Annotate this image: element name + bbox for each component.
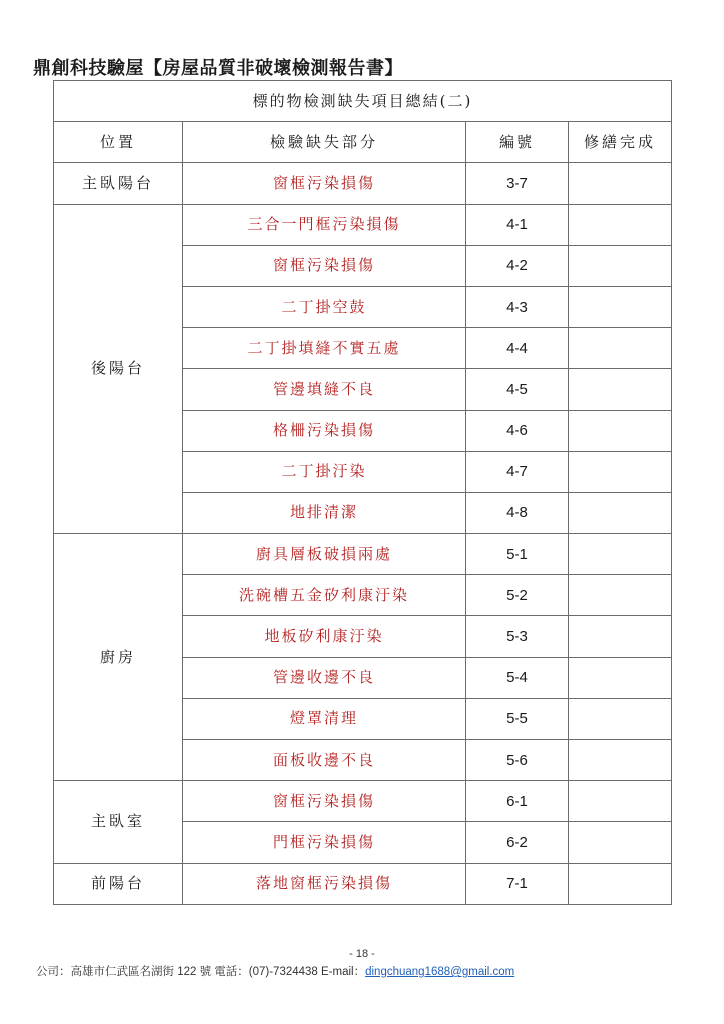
code-cell: 4-7 (466, 451, 569, 492)
code-cell: 4-4 (466, 328, 569, 369)
repair-done-cell[interactable] (569, 245, 672, 286)
repair-done-cell[interactable] (569, 616, 672, 657)
defect-cell: 二丁掛填縫不實五處 (183, 328, 466, 369)
code-cell: 4-6 (466, 410, 569, 451)
column-header-location: 位置 (54, 122, 183, 163)
page-number: - 18 - (349, 948, 375, 960)
defect-summary-table (53, 80, 672, 905)
code-cell: 5-5 (466, 698, 569, 739)
repair-done-cell[interactable] (569, 575, 672, 616)
code-cell: 5-4 (466, 657, 569, 698)
repair-done-cell[interactable] (569, 163, 672, 204)
table-row (54, 863, 672, 904)
defect-cell: 三合一門框污染損傷 (183, 204, 466, 245)
code-cell: 5-6 (466, 740, 569, 781)
code-cell: 6-2 (466, 822, 569, 863)
defect-cell: 地板矽利康汙染 (183, 616, 466, 657)
repair-done-cell[interactable] (569, 492, 672, 533)
code-cell: 4-8 (466, 492, 569, 533)
defect-cell: 窗框污染損傷 (183, 163, 466, 204)
location-cell: 主臥陽台 (54, 163, 183, 204)
defect-cell: 燈罩清理 (183, 698, 466, 739)
code-cell: 4-2 (466, 245, 569, 286)
repair-done-cell[interactable] (569, 863, 672, 904)
table-row (54, 204, 672, 245)
repair-done-cell[interactable] (569, 740, 672, 781)
email-link[interactable]: dingchuang1688@gmail.com (365, 966, 515, 978)
repair-done-cell[interactable] (569, 328, 672, 369)
repair-done-cell[interactable] (569, 657, 672, 698)
code-cell: 7-1 (466, 863, 569, 904)
repair-done-cell[interactable] (569, 451, 672, 492)
code-cell: 4-1 (466, 204, 569, 245)
column-header-defect: 檢驗缺失部分 (183, 122, 466, 163)
code-cell: 5-2 (466, 575, 569, 616)
code-cell: 5-1 (466, 534, 569, 575)
defect-cell: 窗框污染損傷 (183, 781, 466, 822)
repair-done-cell[interactable] (569, 534, 672, 575)
column-header-code: 編號 (466, 122, 569, 163)
table-row (54, 534, 672, 575)
repair-done-cell[interactable] (569, 369, 672, 410)
location-cell: 廚房 (54, 534, 183, 781)
defect-cell: 落地窗框污染損傷 (183, 863, 466, 904)
company-footer (36, 963, 514, 979)
defect-cell: 窗框污染損傷 (183, 245, 466, 286)
location-cell: 主臥室 (54, 781, 183, 863)
code-cell: 5-3 (466, 616, 569, 657)
defect-cell: 地排清潔 (183, 492, 466, 533)
defect-cell: 廚具層板破損兩處 (183, 534, 466, 575)
company-contact-text: 公司：高雄市仁武區名湖街 122 號 電話：(07)-7324438 E-mail： (36, 966, 366, 978)
code-cell: 4-5 (466, 369, 569, 410)
defect-cell: 門框污染損傷 (183, 822, 466, 863)
defect-cell: 洗碗槽五金矽利康汙染 (183, 575, 466, 616)
repair-done-cell[interactable] (569, 410, 672, 451)
table-row (54, 781, 672, 822)
defect-cell: 格柵污染損傷 (183, 410, 466, 451)
defect-cell: 二丁掛汙染 (183, 451, 466, 492)
code-cell: 4-3 (466, 286, 569, 327)
code-cell: 3-7 (466, 163, 569, 204)
defect-cell: 管邊收邊不良 (183, 657, 466, 698)
repair-done-cell[interactable] (569, 204, 672, 245)
location-cell: 後陽台 (54, 204, 183, 534)
repair-done-cell[interactable] (569, 822, 672, 863)
repair-done-cell[interactable] (569, 698, 672, 739)
defect-cell: 面板收邊不良 (183, 740, 466, 781)
table-title: 標的物檢測缺失項目總結(二) (54, 81, 672, 122)
code-cell: 6-1 (466, 781, 569, 822)
defect-cell: 管邊填縫不良 (183, 369, 466, 410)
repair-done-cell[interactable] (569, 781, 672, 822)
column-header-repair-done: 修繕完成 (569, 122, 672, 163)
table-row (54, 163, 672, 204)
defect-cell: 二丁掛空鼓 (183, 286, 466, 327)
document-header: 鼎創科技驗屋【房屋品質非破壞檢測報告書】 (33, 58, 403, 79)
repair-done-cell[interactable] (569, 286, 672, 327)
location-cell: 前陽台 (54, 863, 183, 904)
